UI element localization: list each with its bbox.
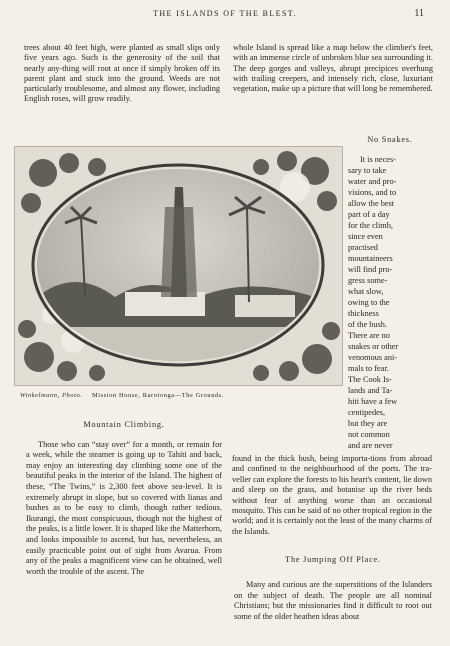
no-snakes-line: will find pro- bbox=[348, 265, 393, 274]
no-snakes-line: sary to take bbox=[348, 166, 387, 175]
caption-text: Mission House, Rarotonga—The Grounds. bbox=[92, 392, 225, 399]
no-snakes-line: There are no bbox=[348, 331, 390, 340]
heading-jumping-off-place: The Jumping Off Place. bbox=[285, 555, 381, 564]
no-snakes-line: since even bbox=[348, 232, 383, 241]
paragraph-jumping-off: Many and curious are the superstitions of the Islanders on the subject of death. The people are all nominal Christians; but the missionaries find it difficult to root out some of the older heathen ideas about bbox=[234, 580, 432, 621]
paragraph-no-snakes-continued: found in the thick bush, being importa-tions from abroad and confined to the neighbourhood of the ports. The tra-veller can explore the forests to his heart's content, lie down and sleep on the grass, and botanise up the river beds without fear of anything worse than an occasional mosquito. This can be said of no other tropical region in the world; and it is certainly not the least of the many charms of the Islands. bbox=[232, 454, 432, 536]
no-snakes-line: The Cook Is- bbox=[348, 375, 392, 384]
no-snakes-line: but they are bbox=[348, 419, 388, 428]
photo-figure bbox=[14, 146, 343, 386]
no-snakes-line: what slow, bbox=[348, 287, 384, 296]
paragraph-island-view: whole Island is spread like a map below the climber's feet, with an immense circle of unbroken blue sea surrounding it. The deep gorges and valleys, abrupt precipices overhung with trailing creepers, and intensely rich, close, luxuriant vegetation, make up a picture that will long be remembered. bbox=[233, 43, 433, 94]
heading-no-snakes: No Snakes. bbox=[367, 135, 413, 144]
no-snakes-line: gress some- bbox=[348, 276, 388, 285]
no-snakes-line: part of a day bbox=[348, 210, 390, 219]
page-number: 11 bbox=[414, 8, 424, 19]
left-column-top bbox=[24, 43, 220, 105]
paragraph-mountain-climbing: Those who can “stay over” for a month, or remain for a week, while the steamer is going up to Tahiti and back, may enjoy an interesting day climbing some one of the beautiful peaks in the interior of the Island. The highest of these, “The Twins,” is 2,300 feet above sea-level. It is extremely abrupt in slope, but so covered with lianas and bushes as to be easy to climb, though rather tedious. Ikurangi, the most conspicuous, though not the highest of the peaks, is a little lower. It is shaped like the Matterhorn, and looks impossible to ascend, but has, nevertheless, an easily practicable point out of sight from Avarua. From any of the peaks a magnificent view can be obtained, well worth the trouble of the ascent. The bbox=[26, 439, 222, 576]
no-snakes-line: thickness bbox=[348, 309, 379, 318]
left-column-bottom bbox=[26, 420, 222, 577]
no-snakes-line: of the bush. bbox=[348, 320, 387, 329]
right-column-continuation bbox=[232, 454, 432, 537]
no-snakes-line: mals to fear. bbox=[348, 364, 389, 373]
no-snakes-line: practised bbox=[348, 243, 378, 252]
right-column-top bbox=[233, 43, 433, 94]
no-snakes-line: for the climb, bbox=[348, 221, 393, 230]
no-snakes-narrow-column bbox=[348, 154, 430, 451]
no-snakes-line: It is neces- bbox=[360, 155, 396, 164]
heading-mountain-climbing: Mountain Climbing. bbox=[83, 420, 165, 429]
no-snakes-line: snakes or other bbox=[348, 342, 399, 351]
no-snakes-line: not common bbox=[348, 430, 390, 439]
no-snakes-line: mountaineers bbox=[348, 254, 393, 263]
photo-credit: Winkelmann, Photo. bbox=[20, 392, 83, 399]
no-snakes-line: water and pro- bbox=[348, 177, 397, 186]
no-snakes-line: allow the best bbox=[348, 199, 395, 208]
no-snakes-line: venomous ani- bbox=[348, 353, 398, 362]
no-snakes-line: owing to the bbox=[348, 298, 390, 307]
figure-caption bbox=[20, 392, 340, 399]
no-snakes-line: hiti have a few bbox=[348, 397, 398, 406]
no-snakes-line: visions, and to bbox=[348, 188, 397, 197]
mission-house-photo bbox=[15, 147, 342, 385]
running-header bbox=[0, 9, 450, 23]
no-snakes-line: lands and Ta- bbox=[348, 386, 393, 395]
no-snakes-line: and are never bbox=[348, 441, 393, 450]
no-snakes-line: centipedes, bbox=[348, 408, 386, 417]
right-column-bottom bbox=[234, 555, 432, 622]
running-title: THE ISLANDS OF THE BLEST. bbox=[153, 9, 297, 18]
paragraph-trees: trees about 40 feet high, were planted as small slips only five years ago. Such is the generosity of the soil that nearly any-thing will root at once if simply broken off its parent plant and stuck into the ground. Weeds are not particularly troublesome, and almost any flower, including English roses, will grow readily. bbox=[24, 43, 220, 104]
